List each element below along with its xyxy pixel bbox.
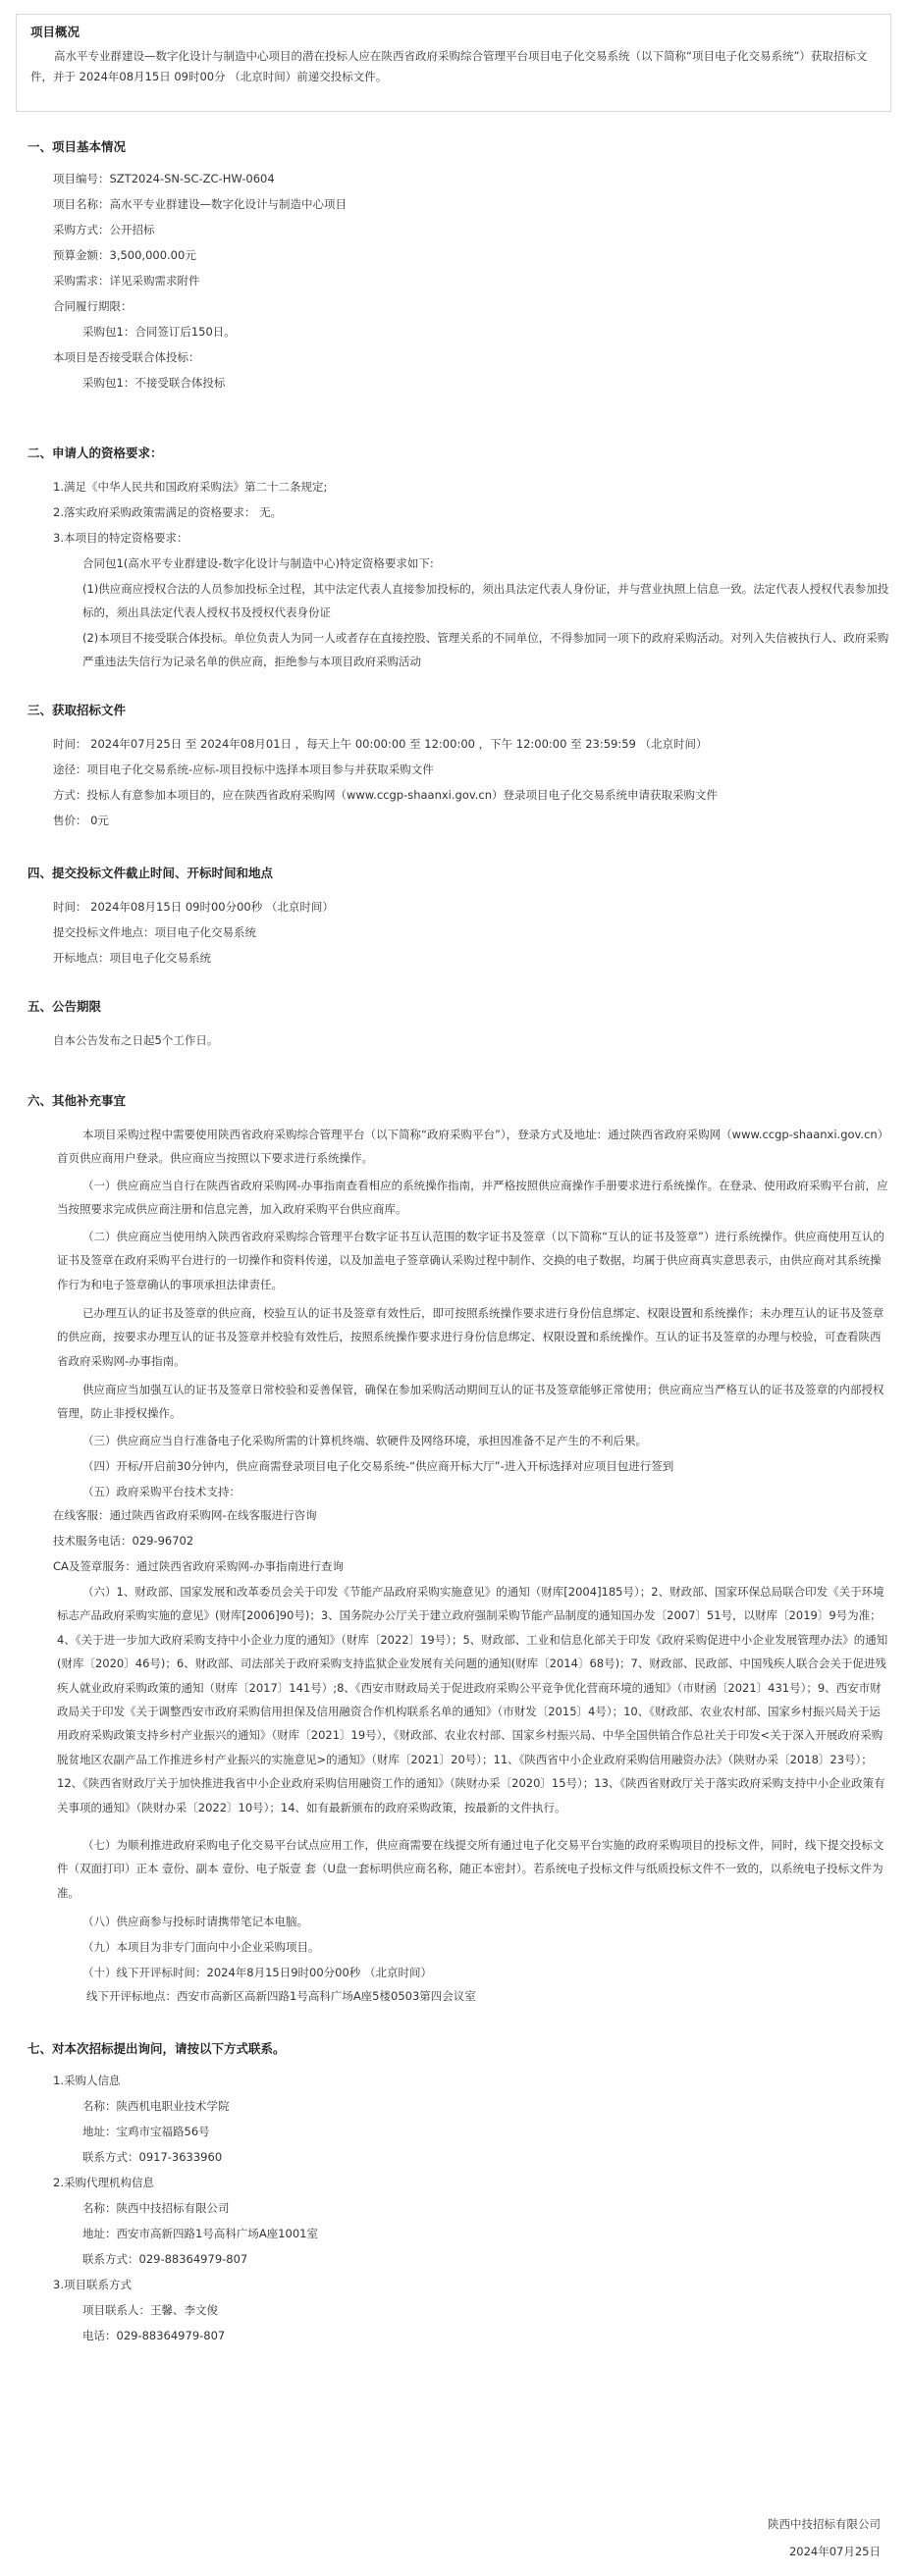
project-contact-phone: 电话：029-88364979-807 <box>82 2329 226 2342</box>
overview-title: 项目概况 <box>30 25 80 39</box>
section-other-matters <box>27 1091 891 2003</box>
section-title: 五、公告期限 <box>27 999 102 1014</box>
contract-period-package: 采购包1：合同签订后150日。 <box>82 325 236 339</box>
requirement-3-item-1: (1)供应商应授权合法的人员参加投标全过程，其中法定代表人直接参加投标的，须出具法定代表人身份证，并与营业执照上信息一致。法定代表人授权代表参加投标的，须出具法定代表人授权书及授权代表身份证 <box>82 582 889 619</box>
section-announcement-period <box>27 997 891 1047</box>
purchase-method: 采购方式：公开招标 <box>53 223 155 237</box>
section-title: 七、对本次招标提出询问，请按以下方式联系。 <box>27 2041 286 2056</box>
budget-amount: 预算金额：3,500,000.00元 <box>53 248 196 262</box>
agency-address: 地址：西安市高新四路1号高科广场A座1001室 <box>82 2227 318 2240</box>
document-price: 售价： 0元 <box>53 814 109 827</box>
purchase-demand: 采购需求：详见采购需求附件 <box>53 274 200 288</box>
matter-paragraph: （一）供应商应当自行在陕西省政府采购网-办事指南查看相应的系统操作指南，并严格按照供应商操作手册要求进行系统操作。在登录、使用政府采购平台前，应当按照要求完成供应商注册和信息完善，加入政府采购平台供应商库。 <box>57 1179 888 1217</box>
matter-paragraph: （十）线下开评标时间：2024年8月15日9时00分00秒 （北京时间） <box>82 1966 432 1979</box>
matter-paragraph: 供应商应当加强互认的证书及签章日常校验和妥善保管，确保在参加采购活动期间互认的证书及签章能够正常使用；供应商应当严格互认的证书及签章的内部授权管理，防止非授权操作。 <box>57 1383 884 1421</box>
project-number: 项目编号：SZT2024-SN-SC-ZC-HW-0604 <box>53 172 275 185</box>
requirement-3-item-2: (2)本项目不接受联合体投标。单位负责人为同一人或者存在直接控股、管理关系的不同单位，不得参加同一项下的政府采购活动。对列入失信被执行人、政府采购严重违法失信行为记录名单的供应商，拒绝参与本项目政府采购活动 <box>82 631 889 668</box>
purchaser-phone: 联系方式：0917-3633960 <box>82 2150 223 2164</box>
overview-text: 高水平专业群建设—数字化设计与制造中心项目的潜在投标人应在陕西省政府采购综合管理平台项目电子化交易系统（以下简称“项目电子化交易系统”）获取招标文件，并于 2024年08月15日 09时00分 （北京时间）前递交投标文件。 <box>30 49 868 83</box>
requirement-1: 1.满足《中华人民共和国政府采购法》第二十二条规定; <box>53 480 328 494</box>
consortium-label: 本项目是否接受联合体投标： <box>53 350 200 364</box>
purchaser-address: 地址：宝鸡市宝福路56号 <box>82 2125 210 2138</box>
matter-paragraph: （八）供应商参与投标时请携带笔记本电脑。 <box>82 1915 308 1928</box>
obtain-method: 方式：投标人有意参加本项目的，应在陕西省政府采购网（www.ccgp-shaanxi.gov.cn）登录项目电子化交易系统申请获取采购文件 <box>53 788 719 802</box>
section-obtain-documents <box>27 701 891 827</box>
section-title: 六、其他补充事宜 <box>27 1093 127 1108</box>
section-basic-info <box>27 137 891 390</box>
project-name: 项目名称：高水平专业群建设—数字化设计与制造中心项目 <box>53 197 347 211</box>
agency-phone: 联系方式：029-88364979-807 <box>82 2252 248 2266</box>
section-title: 三、获取招标文件 <box>27 703 127 717</box>
matter-paragraph: 本项目采购过程中需要使用陕西省政府采购综合管理平台（以下简称“政府采购平台”），登录方式及地址：通过陕西省政府采购网（www.ccgp-shaanxi.gov.cn）首页供应商用户登录。供应商应当按照以下要求进行系统操作。 <box>57 1128 889 1166</box>
support-ca-service: CA及签章服务：通过陕西省政府采购网-办事指南进行查询 <box>53 1559 345 1573</box>
purchaser-info-title: 1.采购人信息 <box>53 2074 121 2087</box>
consortium-package: 采购包1：不接受联合体投标 <box>82 376 226 390</box>
matter-paragraph: （四）开标/开启前30分钟内，供应商需登录项目电子化交易系统-“供应商开标大厅”-进入开标选择对应项目包进行签到 <box>82 1459 674 1473</box>
requirement-2: 2.落实政府采购政策需满足的资格要求： 无。 <box>53 505 283 519</box>
announcement-period-text: 自本公告发布之日起5个工作日。 <box>53 1033 219 1047</box>
obtain-way: 途径：项目电子化交易系统-应标-项目投标中选择本项目参与并获取采购文件 <box>53 762 434 776</box>
requirement-3-package: 合同包1(高水平专业群建设-数字化设计与制造中心)特定资格要求如下: <box>82 556 434 570</box>
section-qualifications <box>27 444 891 668</box>
agency-info-title: 2.采购代理机构信息 <box>53 2176 154 2189</box>
matter-paragraph: （九）本项目为非专门面向中小企业采购项目。 <box>82 1940 320 1954</box>
agency-name: 名称：陕西中技招标有限公司 <box>82 2201 230 2215</box>
support-online-service: 在线客服：通过陕西省政府采购网-在线客服进行咨询 <box>53 1508 317 1522</box>
footer-date: 2024年07月25日 <box>788 2545 881 2558</box>
offline-opening-location: 线下开评标地点：西安市高新区高新四路1号高科广场A座5楼0503第四会议室 <box>86 1989 476 2003</box>
project-contact-title: 3.项目联系方式 <box>53 2278 132 2291</box>
contract-period-label: 合同履行期限： <box>53 299 133 313</box>
section-title: 四、提交投标文件截止时间、开标时间和地点 <box>27 866 274 880</box>
support-phone: 技术服务电话：029-96702 <box>53 1534 194 1548</box>
section-deadline <box>27 864 891 965</box>
matter-paragraph: 已办理互认的证书及签章的供应商，校验互认的证书及签章有效性后，即可按照系统操作要求进行身份信息绑定、权限设置和系统操作；未办理互认的证书及签章的供应商，按要求办理互认的证书及签章并校验有效性后，按照系统操作要求进行身份信息绑定、权限设置和系统操作。互认的证书及签章的办理与校验，可查看陕西省政府采购网-办事指南。 <box>57 1306 884 1368</box>
purchaser-name: 名称：陕西机电职业技术学院 <box>82 2099 230 2113</box>
overview-box <box>16 14 891 112</box>
project-contact-person: 项目联系人：王馨、李文俊 <box>82 2303 218 2317</box>
submit-location: 提交投标文件地点：项目电子化交易系统 <box>53 925 256 939</box>
opening-location: 开标地点：项目电子化交易系统 <box>53 951 211 965</box>
deadline-time: 时间： 2024年08月15日 09时00分00秒 （北京时间） <box>53 900 334 914</box>
requirement-3: 3.本项目的特定资格要求： <box>53 531 188 545</box>
matter-paragraph: （七）为顺利推进政府采购电子化交易平台试点应用工作，供应商需要在线提交所有通过电子化交易平台实施的政府采购项目的投标文件，同时，线下提交投标文件（双面打印）正本 壹份、副本 壹份、电子版壹 套（U盘一套标明供应商名称，随正本密封）。若系统电子投标文件与纸质投标文件不一致的，以系统电子投标文件为准。 <box>57 1838 884 1900</box>
matter-paragraph: （二）供应商应当使用纳入陕西省政府采购综合管理平台数字证书互认范围的数字证书及签章（以下简称“互认的证书及签章”）进行系统操作。供应商使用互认的证书及签章在政府采购平台进行的一切操作和资料传递，以及加盖电子签章确认采购过程中制作、交换的电子数据，均属于供应商真实意思表示，由供应商对其系统操作行为和电子签章确认的事项承担法律责任。 <box>57 1230 884 1291</box>
matter-paragraph: （五）政府采购平台技术支持： <box>82 1485 241 1498</box>
footer-organization: 陕西中技招标有限公司 <box>768 2517 881 2531</box>
matter-policies: （六）1、财政部、国家发展和改革委员会关于印发《节能产品政府采购实施意见》的通知（财库[2004]185号）；2、财政部、国家环保总局联合印发《关于环境标志产品政府采购实施的意见》(财库[2006]90号)；3、国务院办公厅关于建立政府强制采购节能产品制度的通知国办发〔2007〕51号，以财库〔2019〕9号为准；4、《关于进一步加大政府采购支持中小企业力度的通知》（财库〔2022〕19号）；5、财政部、工业和信息化部关于印发《政府采购促进中小企业发展管理办法》的通知(财库〔2020〕46号)；6、财政部、司法部关于政府采购支持监狱企业发展有关问题的通知(财库〔2014〕68号)；7、财政部、民政部、中国残疾人联合会关于促进残疾人就业政府采购政策的通知（财库〔2017〕141号）;8、《西安市财政局关于促进政府采购公平竞争优化营商环境的通知》（市财函〔2021〕431号）；9、西安市财政局关于印发《关于调整西安市政府采购信用担保及信用融资合作机构联系名单的通知》（市财发〔2015〕4号）；10、《财政部、农业农村部、国家乡村振兴局关于运用政府采购政策支持乡村产业振兴的通知》（财库〔2021〕19号），《财政部、农业农村部、国家乡村振兴局、中华全国供销合作总社关于印发<关于深入开展政府采购脱贫地区农副产品工作推进乡村产业振兴的实施意见>的通知》（财库〔2021〕20号）；11、《陕西省中小企业政府采购信用融资办法》（陕财办采〔2018〕23号）；12、《陕西省财政厅关于加快推进我省中小企业政府采购信用融资工作的通知》（陕财办采〔2020〕15号）；13、《陕西省财政厅关于落实政府采购支持中小企业政策有关事项的通知》（陕财办采〔2022〕10号）；14、如有最新颁布的政府采购政策，按最新的文件执行。 <box>57 1585 888 1814</box>
obtain-time: 时间： 2024年07月25日 至 2024年08月01日 ，每天上午 00:00:00 至 12:00:00 ，下午 12:00:00 至 23:59:59 （北京时间） <box>53 737 708 751</box>
section-title: 一、项目基本情况 <box>27 139 127 154</box>
matter-paragraph: （三）供应商应当自行准备电子化采购所需的计算机终端、软硬件及网络环境，承担因准备不足产生的不利后果。 <box>82 1434 647 1447</box>
section-contacts <box>27 2039 891 2342</box>
section-title: 二、申请人的资格要求： <box>27 446 163 460</box>
